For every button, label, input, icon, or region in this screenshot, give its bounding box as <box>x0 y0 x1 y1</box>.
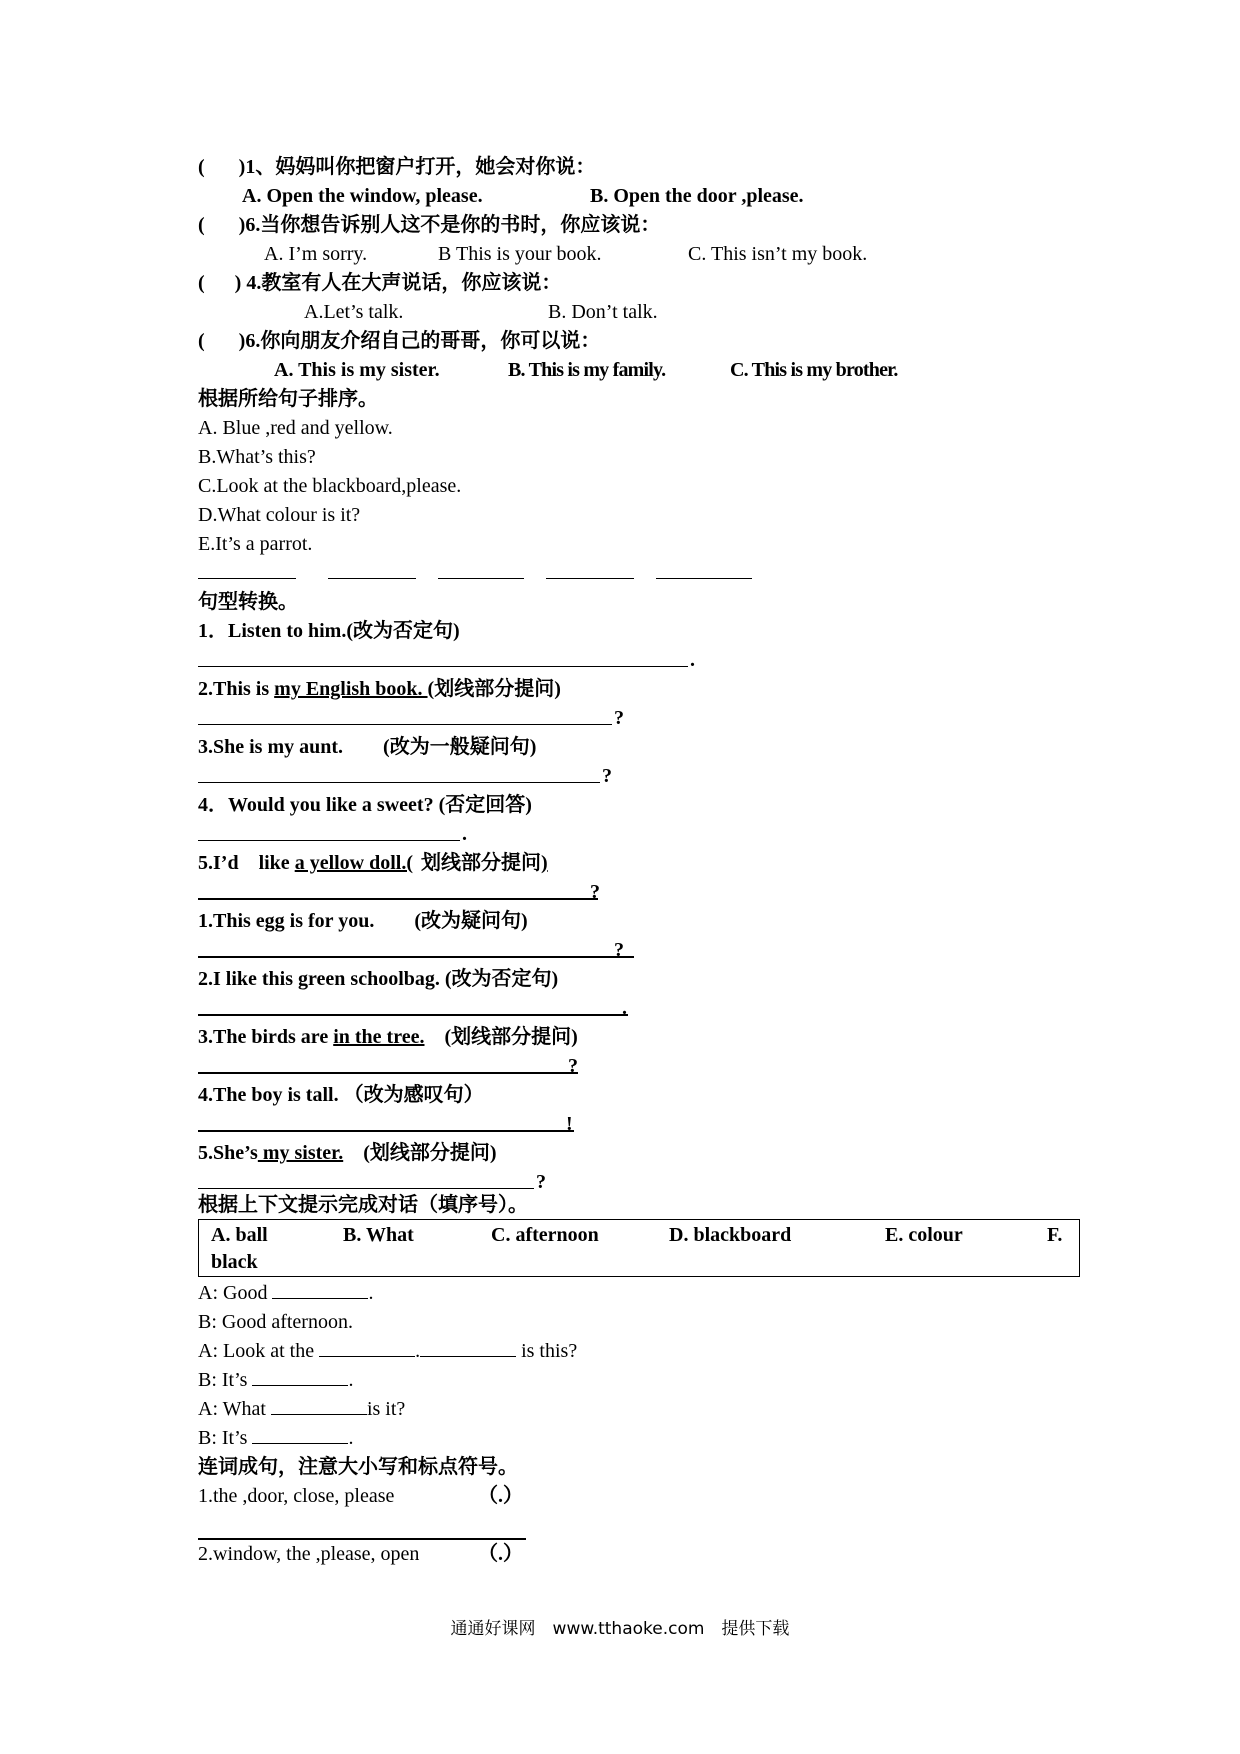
underlined-part: a yellow doll.( <box>294 852 414 874</box>
ordering-item: A. Blue ,red and yellow. <box>198 417 393 439</box>
question-text: 5.I’d like <box>198 852 295 874</box>
sentence-punct: （.） <box>478 1485 523 1507</box>
end-punctuation: ? <box>614 707 624 729</box>
answer-line[interactable] <box>198 956 634 958</box>
answer-paren: ( <box>198 214 205 236</box>
end-punctuation: ? <box>536 1171 546 1193</box>
punctuation: . <box>348 1369 354 1391</box>
underlined-part: my sister. <box>257 1142 344 1164</box>
question-text: )1、妈妈叫你把窗户打开，她会对你说： <box>238 156 596 178</box>
dialogue-line <box>198 1280 373 1306</box>
transform-q3: 3.She is my aunt. (改为一般疑问句) <box>198 736 537 758</box>
choice-2-stem <box>198 212 660 238</box>
word-bank-box <box>198 1219 1080 1277</box>
answer-line[interactable] <box>198 1014 628 1016</box>
end-punctuation: ? <box>568 1055 578 1077</box>
fill-blank[interactable] <box>271 1396 367 1415</box>
end-punctuation: ? <box>614 939 624 961</box>
closing-paren: ) <box>541 852 548 874</box>
fill-blank[interactable] <box>272 1280 368 1299</box>
question-text: 5.She’s <box>198 1142 258 1164</box>
ordering-item: B.What’s this? <box>198 446 316 468</box>
choice-3-option-a: A.Let’s talk. <box>304 301 404 323</box>
dialogue-line <box>198 1367 353 1393</box>
choice-4-option-b: B. This is my family. <box>508 359 666 381</box>
sentences-heading: 连词成句，注意大小写和标点符号。 <box>198 1456 518 1478</box>
choice-2-option-b: B This is your book. <box>438 243 602 265</box>
transform-q5 <box>198 850 548 876</box>
sentence-item: 2.window, the ,please, open <box>198 1543 420 1565</box>
choice-4-option-c: C. This is my brother. <box>730 359 898 381</box>
answer-line[interactable] <box>198 1072 578 1074</box>
question-text: 3.The birds are <box>198 1026 334 1048</box>
speaker-text: A: What <box>198 1398 271 1420</box>
dialogue-line <box>198 1396 405 1422</box>
footer-credit: 通通好课网 www.tthaoke.com 提供下载 <box>450 1619 790 1639</box>
end-punctuation: . <box>622 997 627 1019</box>
dialogue-heading: 根据上下文提示完成对话（填序号）。 <box>198 1194 528 1216</box>
underlined-part: my English book. <box>274 678 428 700</box>
choice-4-stem <box>198 328 600 354</box>
transform-heading: 句型转换。 <box>198 591 298 613</box>
question-text: )6.你向朋友介绍自己的哥哥，你可以说： <box>238 330 601 352</box>
transform-r1: 1.This egg is for you. (改为疑问句) <box>198 910 528 932</box>
word-option: E. colour <box>885 1224 963 1246</box>
instruction: 划线部分提问 <box>421 852 542 874</box>
dialogue-line <box>198 1425 353 1451</box>
answer-line[interactable] <box>198 724 612 725</box>
transform-q1: 1．Listen to him.(改为否定句) <box>198 620 460 642</box>
choice-3-stem <box>198 270 561 296</box>
punctuation: . <box>368 1282 374 1304</box>
question-text: ) 4.教室有人在大声说话，你应该说： <box>234 272 562 294</box>
underlined-part: in the tree. <box>333 1026 425 1048</box>
end-punctuation: ? <box>590 881 600 903</box>
transform-r5 <box>198 1140 497 1166</box>
answer-line[interactable] <box>198 1188 534 1189</box>
choice-2-option-c: C. This isn’t my book. <box>688 243 868 265</box>
ordering-item: C.Look at the blackboard,please. <box>198 475 462 497</box>
word-option: F. <box>1047 1224 1063 1246</box>
end-punctuation: . <box>462 823 467 845</box>
question-text: )6.当你想告诉别人这不是你的书时，你应该说： <box>238 214 661 236</box>
answer-paren: ( <box>198 272 205 294</box>
fill-blank[interactable] <box>252 1425 348 1444</box>
fill-blank[interactable] <box>420 1338 516 1357</box>
instruction: (划线部分提问) <box>424 1026 578 1048</box>
dialogue-line: B: Good afternoon. <box>198 1311 353 1333</box>
transform-r2: 2.I like this green schoolbag. (改为否定句) <box>198 968 559 990</box>
answer-line[interactable] <box>198 1538 526 1540</box>
answer-line[interactable] <box>198 782 600 783</box>
end-punctuation: ! <box>566 1113 573 1135</box>
question-text: 2.This is <box>198 678 275 700</box>
choice-3-option-b: B. Don’t talk. <box>548 301 658 323</box>
word-option: C. afternoon <box>491 1224 599 1246</box>
punctuation: . <box>348 1427 354 1449</box>
instruction: (划线部分提问) <box>427 678 561 700</box>
transform-q2 <box>198 676 561 702</box>
transform-q4: 4．Would you like a sweet? (否定回答) <box>198 794 532 816</box>
punctuation: . <box>415 1340 421 1362</box>
speaker-text: is this? <box>516 1340 578 1362</box>
sentence-item: 1.the ,door, close, please <box>198 1485 395 1507</box>
choice-4-option-a: A. This is my sister. <box>274 359 440 381</box>
ordering-answer-blank[interactable] <box>546 578 634 579</box>
answer-line[interactable] <box>198 666 688 667</box>
sentence-punct: （.） <box>478 1543 523 1565</box>
ordering-heading: 根据所给句子排序。 <box>198 388 378 410</box>
answer-line[interactable] <box>198 1130 574 1132</box>
instruction: (划线部分提问) <box>343 1142 497 1164</box>
answer-paren: ( <box>198 156 205 178</box>
word-option: D. blackboard <box>669 1224 792 1246</box>
ordering-item: E.It’s a parrot. <box>198 533 313 555</box>
choice-2-option-a: A. I’m sorry. <box>264 243 368 265</box>
choice-1-option-b: B. Open the door ,please. <box>590 185 804 207</box>
ordering-answer-blank[interactable] <box>656 578 752 579</box>
end-punctuation: . <box>690 649 695 671</box>
dialogue-line <box>198 1338 577 1364</box>
ordering-answer-blank[interactable] <box>198 578 296 579</box>
end-punctuation: ? <box>602 765 612 787</box>
word-option: B. What <box>343 1224 414 1246</box>
speaker-text: A: Good <box>198 1282 273 1304</box>
choice-1-stem <box>198 154 595 180</box>
ordering-item: D.What colour is it? <box>198 504 361 526</box>
transform-r4: 4.The boy is tall. （改为感叹句） <box>198 1084 484 1106</box>
choice-1-option-a: A. Open the window, please. <box>242 185 483 207</box>
speaker-text: is it? <box>366 1398 406 1420</box>
answer-paren: ( <box>198 330 205 352</box>
answer-line[interactable] <box>198 898 598 900</box>
ordering-answer-blank[interactable] <box>438 578 524 579</box>
word-option: A. ball <box>211 1224 268 1246</box>
fill-blank[interactable] <box>319 1338 415 1357</box>
fill-blank[interactable] <box>252 1367 348 1386</box>
answer-line[interactable] <box>198 840 460 841</box>
transform-r3 <box>198 1024 578 1050</box>
ordering-answer-blank[interactable] <box>328 578 416 579</box>
speaker-text: B: It’s <box>198 1369 253 1391</box>
word-option: black <box>211 1251 258 1273</box>
speaker-text: A: Look at the <box>198 1340 320 1362</box>
speaker-text: B: It’s <box>198 1427 253 1449</box>
